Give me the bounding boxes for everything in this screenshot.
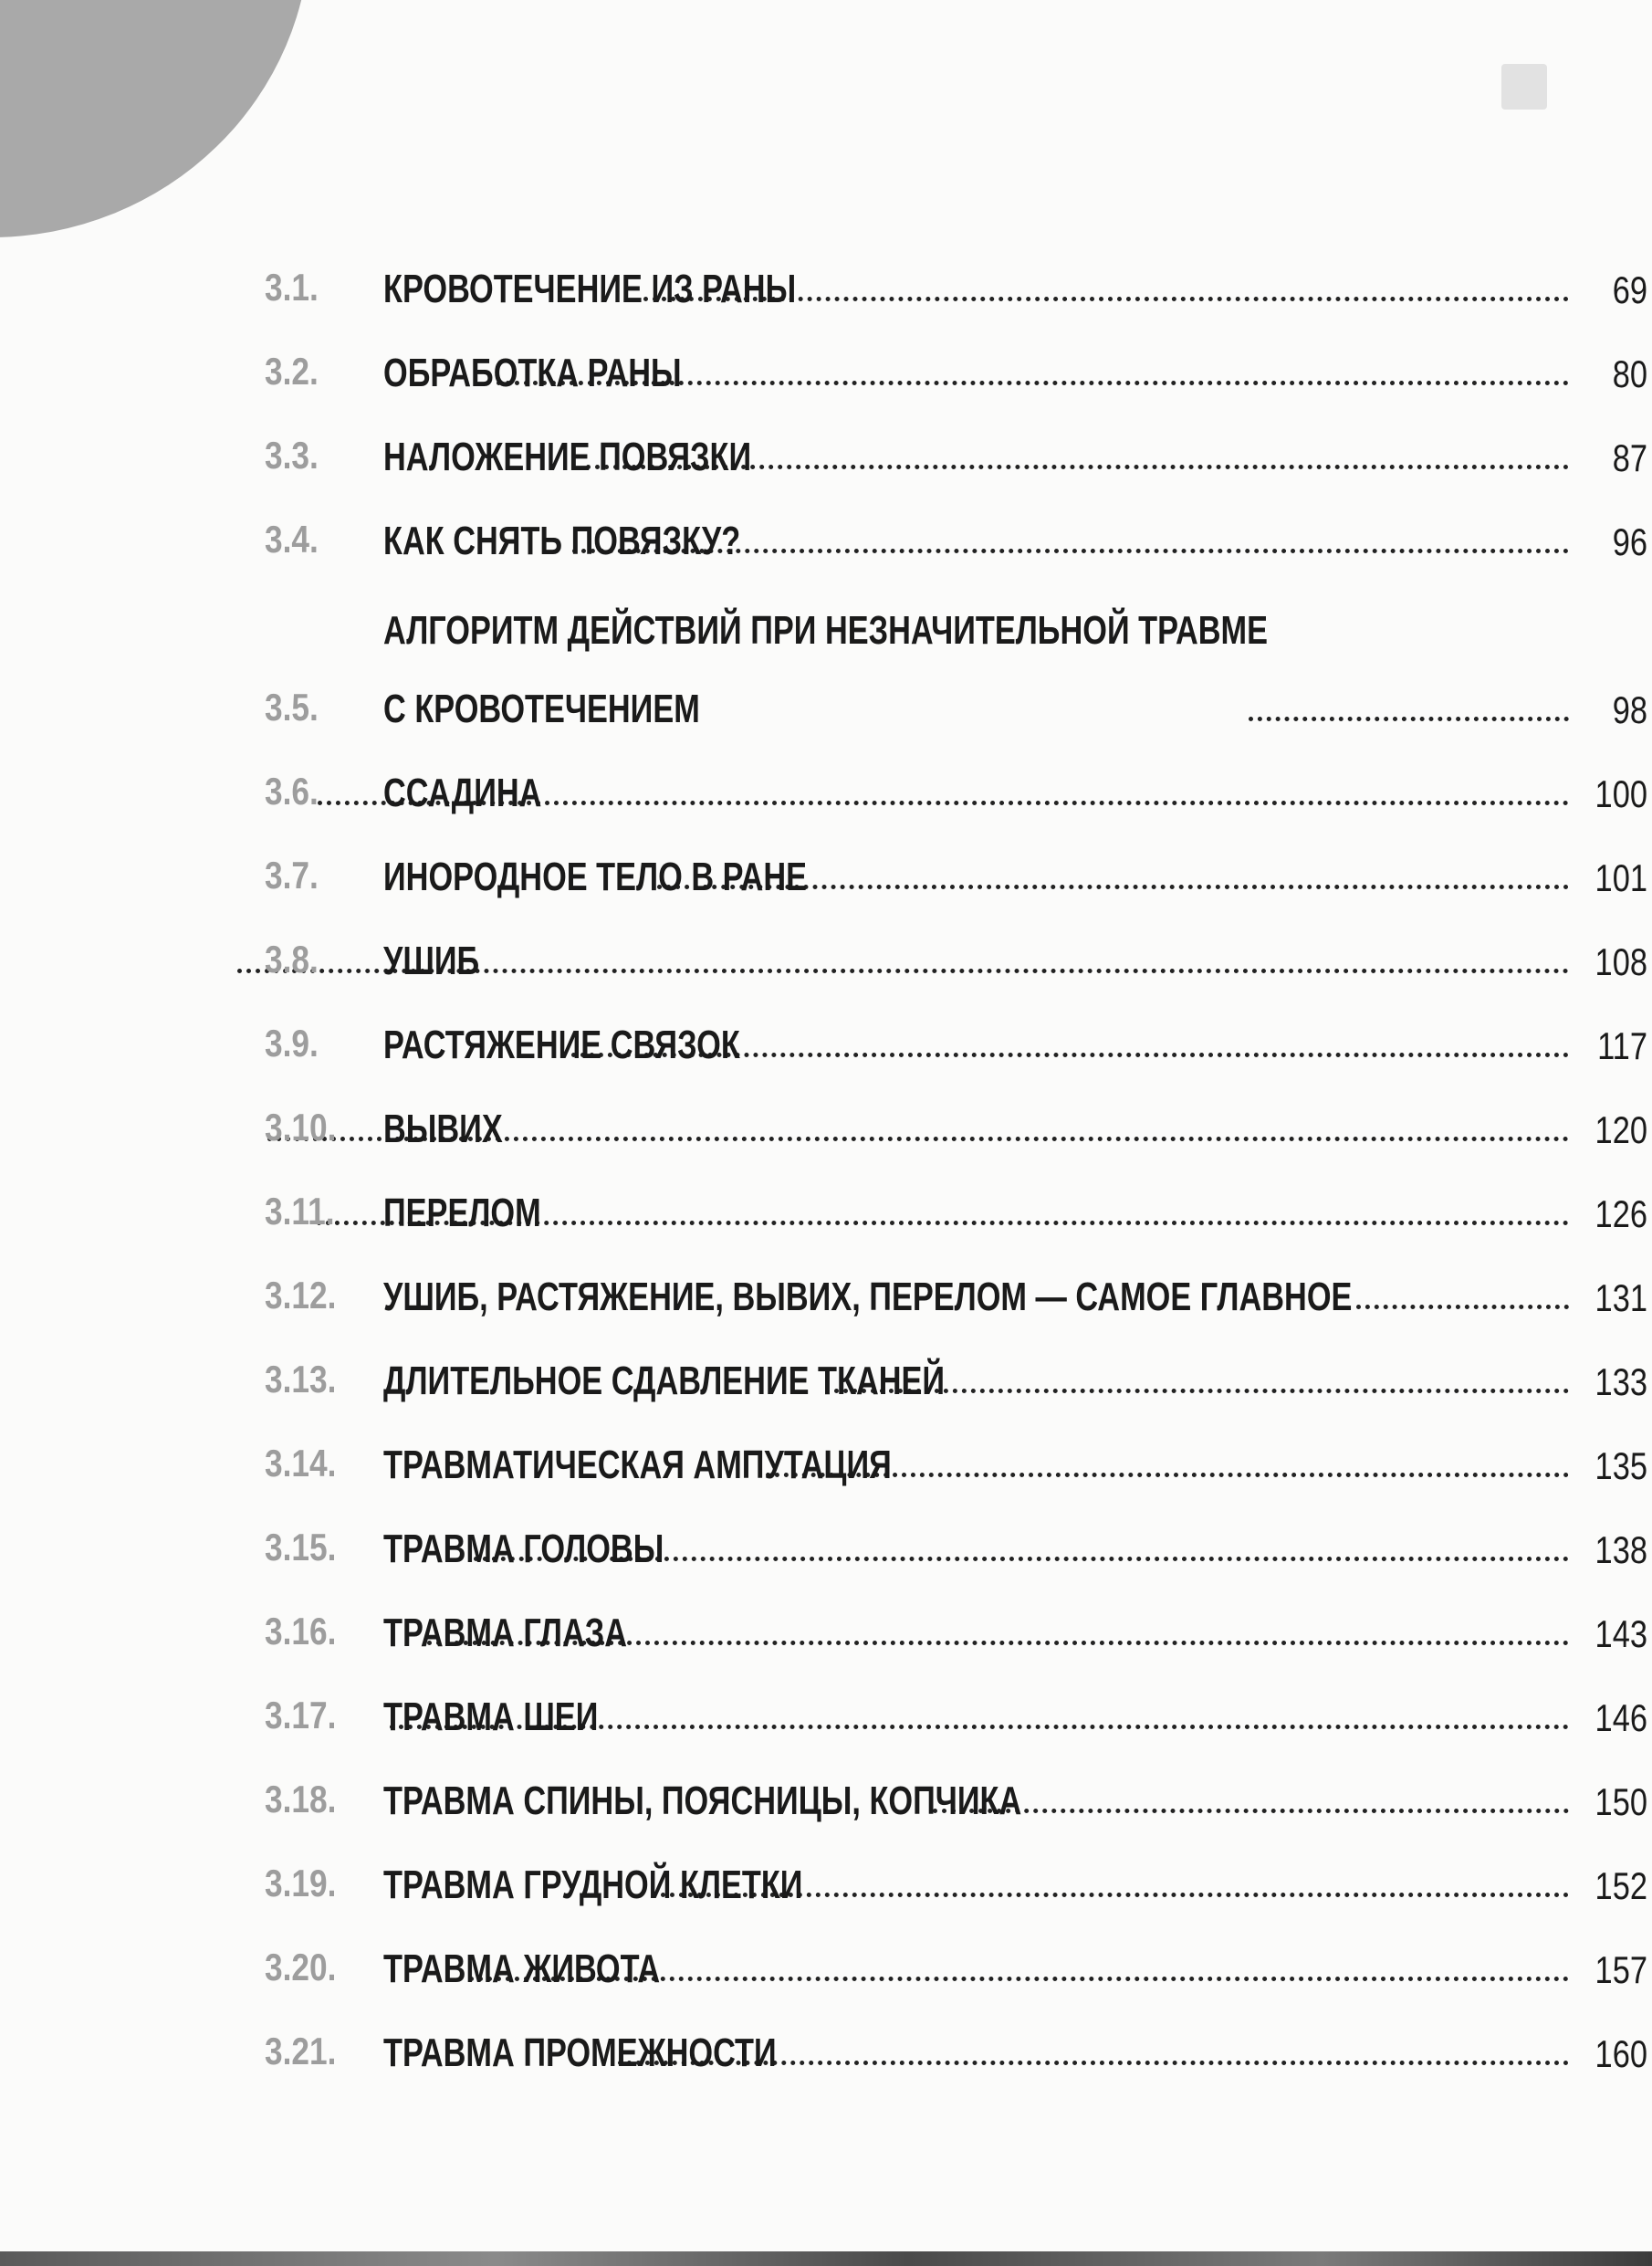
toc-entry-title-line: КРОВОТЕЧЕНИЕ ИЗ РАНЫ [383, 266, 797, 311]
toc-entry [265, 1247, 1647, 1331]
toc-entry [265, 827, 1647, 911]
toc-entry-number: 3.13. [265, 1357, 337, 1401]
toc-entry [265, 1583, 1647, 1667]
toc-entry-number: 3.1. [265, 265, 319, 309]
toc-entry [265, 1835, 1647, 1919]
toc-entry-page-number: 138 [1594, 1527, 1647, 1571]
toc-entry-page-number: 100 [1594, 771, 1647, 815]
toc-entry-page-number: 135 [1594, 1443, 1647, 1487]
toc-entry-number: 3.2. [265, 349, 319, 393]
toc-dot-leader [933, 1809, 1569, 1813]
toc-entry-page-number: 117 [1597, 1023, 1647, 1067]
toc-entry [265, 1415, 1647, 1499]
toc-entry-title [383, 1276, 1352, 1318]
toc-entry-page-number: 96 [1612, 519, 1647, 563]
toc-entry-title [383, 940, 479, 982]
toc-entry-number: 3.18. [265, 1777, 337, 1820]
toc-entry-number: 3.19. [265, 1861, 337, 1904]
toc-entry-page-number: 152 [1594, 1863, 1647, 1907]
toc-entry-title [383, 352, 682, 394]
toc-entry-title-line: ДЛИТЕЛЬНОЕ СДАВЛЕНИЕ ТКАНЕЙ [383, 1358, 946, 1403]
toc-entry-title [383, 1108, 503, 1150]
toc-entry-title-line: ВЫВИХ [383, 1106, 503, 1151]
toc-entry-title [383, 268, 796, 310]
toc-entry [265, 575, 1647, 743]
toc-dot-leader [1356, 1305, 1569, 1309]
toc-entry-title-line: ТРАВМА СПИНЫ, ПОЯСНИЦЫ, КОПЧИКА [383, 1778, 1022, 1823]
toc-entry-title [383, 1528, 664, 1570]
toc-entry-title [383, 436, 751, 478]
toc-entry-title-line: АЛГОРИТМ ДЕЙСТВИЙ ПРИ НЕЗНАЧИТЕЛЬНОЙ ТРАВМЕ [383, 607, 1269, 653]
toc-entry-page-number: 87 [1612, 435, 1647, 479]
toc-entry-page-number: 98 [1612, 687, 1647, 731]
toc-entry-page-number: 80 [1612, 351, 1647, 395]
toc-entry [265, 1331, 1647, 1415]
toc-entry-title [383, 1612, 627, 1654]
toc-entry-page-number: 146 [1594, 1695, 1647, 1739]
corner-decoration-circle [0, 0, 310, 237]
toc-entry-title-line: НАЛОЖЕНИЕ ПОВЯЗКИ [383, 434, 752, 479]
toc-entry-title-line: ТРАВМАТИЧЕСКАЯ АМПУТАЦИЯ [383, 1442, 892, 1487]
toc-dot-leader [1249, 717, 1569, 721]
toc-entry-number: 3.8. [265, 937, 319, 981]
toc-entry-title-line: КАК СНЯТЬ ПОВЯЗКУ? [383, 518, 741, 563]
toc-entry-page-number: 157 [1594, 1947, 1647, 1991]
toc-entry-title-line: ССАДИНА [383, 770, 542, 815]
toc-entry [265, 1919, 1647, 2003]
toc-entry-number: 3.4. [265, 517, 319, 561]
toc-entry-number: 3.11. [265, 1189, 335, 1233]
toc-entry-title [383, 1360, 945, 1402]
toc-entry-number: 3.21. [265, 2029, 337, 2072]
toc-entry-title [383, 856, 807, 898]
toc-entry-number: 3.7. [265, 853, 319, 897]
toc-entry-number: 3.3. [265, 433, 319, 477]
toc-entry-page-number: 150 [1594, 1779, 1647, 1823]
toc-entry-page-number: 133 [1594, 1359, 1647, 1403]
toc-entry-title-line: РАСТЯЖЕНИЕ СВЯЗОК [383, 1022, 740, 1067]
toc-entry-title-line: УШИБ, РАСТЯЖЕНИЕ, ВЫВИХ, ПЕРЕЛОМ — САМОЕ ГЛАВНОЕ [383, 1274, 1353, 1319]
toc-entry-page-number: 101 [1594, 855, 1647, 899]
toc-entry-page-number: 108 [1594, 939, 1647, 983]
toc-entry [265, 1499, 1647, 1583]
toc-entry [265, 1751, 1647, 1835]
toc-entry-page-number: 160 [1594, 2031, 1647, 2075]
toc-entry-page-number: 131 [1594, 1275, 1647, 1319]
toc-entry-title [383, 1948, 660, 1990]
toc-entry [265, 1163, 1647, 1247]
toc-entry-number: 3.9. [265, 1021, 319, 1065]
toc-entry [265, 407, 1647, 491]
toc-entry [265, 1667, 1647, 1751]
toc-entry-title [383, 520, 740, 562]
toc-entry-number: 3.17. [265, 1693, 337, 1736]
toc-entry-number: 3.20. [265, 1945, 337, 1988]
toc-entry-number: 3.5. [265, 685, 319, 729]
toc-entry [265, 911, 1647, 995]
toc-entry-title [383, 772, 541, 814]
toc-entry-title-line: ПЕРЕЛОМ [383, 1190, 541, 1235]
toc-entry-title-line: ОБРАБОТКА РАНЫ [383, 350, 682, 395]
toc-entry-number: 3.15. [265, 1525, 337, 1568]
toc-entry-title-line: УШИБ [383, 938, 480, 983]
toc-entry-number: 3.10. [265, 1105, 337, 1149]
toc-entry-title-line: ТРАВМА ГРУДНОЙ КЛЕТКИ [383, 1862, 803, 1907]
toc-entry-title-line: ТРАВМА ШЕИ [383, 1694, 599, 1739]
toc-entry-title [383, 2032, 777, 2074]
toc-entry-title-line: ТРАВМА ПРОМЕЖНОСТИ [383, 2030, 777, 2075]
bleed-through-marker [1501, 64, 1547, 110]
toc-entry [265, 1079, 1647, 1163]
toc-entry [265, 743, 1647, 827]
toc-entry-title [383, 607, 1269, 731]
toc-entry-title-line: С КРОВОТЕЧЕНИЕМ [383, 686, 700, 731]
toc-entry-title [383, 1444, 892, 1486]
toc-entry-title [383, 1780, 1021, 1822]
toc-entry [265, 995, 1647, 1079]
toc-entry-title-line: ТРАВМА ГЛАЗА [383, 1610, 628, 1655]
toc-entry [265, 323, 1647, 407]
toc-entry [265, 491, 1647, 575]
toc-entry-title [383, 1696, 598, 1738]
toc-entry-title [383, 1192, 541, 1234]
toc-entry [265, 239, 1647, 323]
toc-entry-page-number: 143 [1594, 1611, 1647, 1655]
toc-entry-title [383, 1024, 740, 1066]
toc-entry-number: 3.6. [265, 769, 319, 813]
toc-entry-page-number: 120 [1594, 1107, 1647, 1151]
table-of-contents [265, 239, 1647, 2087]
toc-entry-number: 3.16. [265, 1609, 337, 1652]
toc-entry-number: 3.12. [265, 1273, 337, 1317]
toc-entry-page-number: 69 [1612, 268, 1647, 311]
toc-entry-title-line: ТРАВМА ЖИВОТА [383, 1946, 661, 1991]
toc-entry-page-number: 126 [1594, 1191, 1647, 1235]
toc-entry-title [383, 1864, 802, 1906]
toc-entry-title-line: ИНОРОДНОЕ ТЕЛО В РАНЕ [383, 854, 808, 899]
toc-entry-number: 3.14. [265, 1441, 337, 1484]
toc-entry-title-line: ТРАВМА ГОЛОВЫ [383, 1526, 664, 1571]
scan-bottom-edge [0, 2251, 1652, 2266]
toc-entry [265, 2003, 1647, 2087]
